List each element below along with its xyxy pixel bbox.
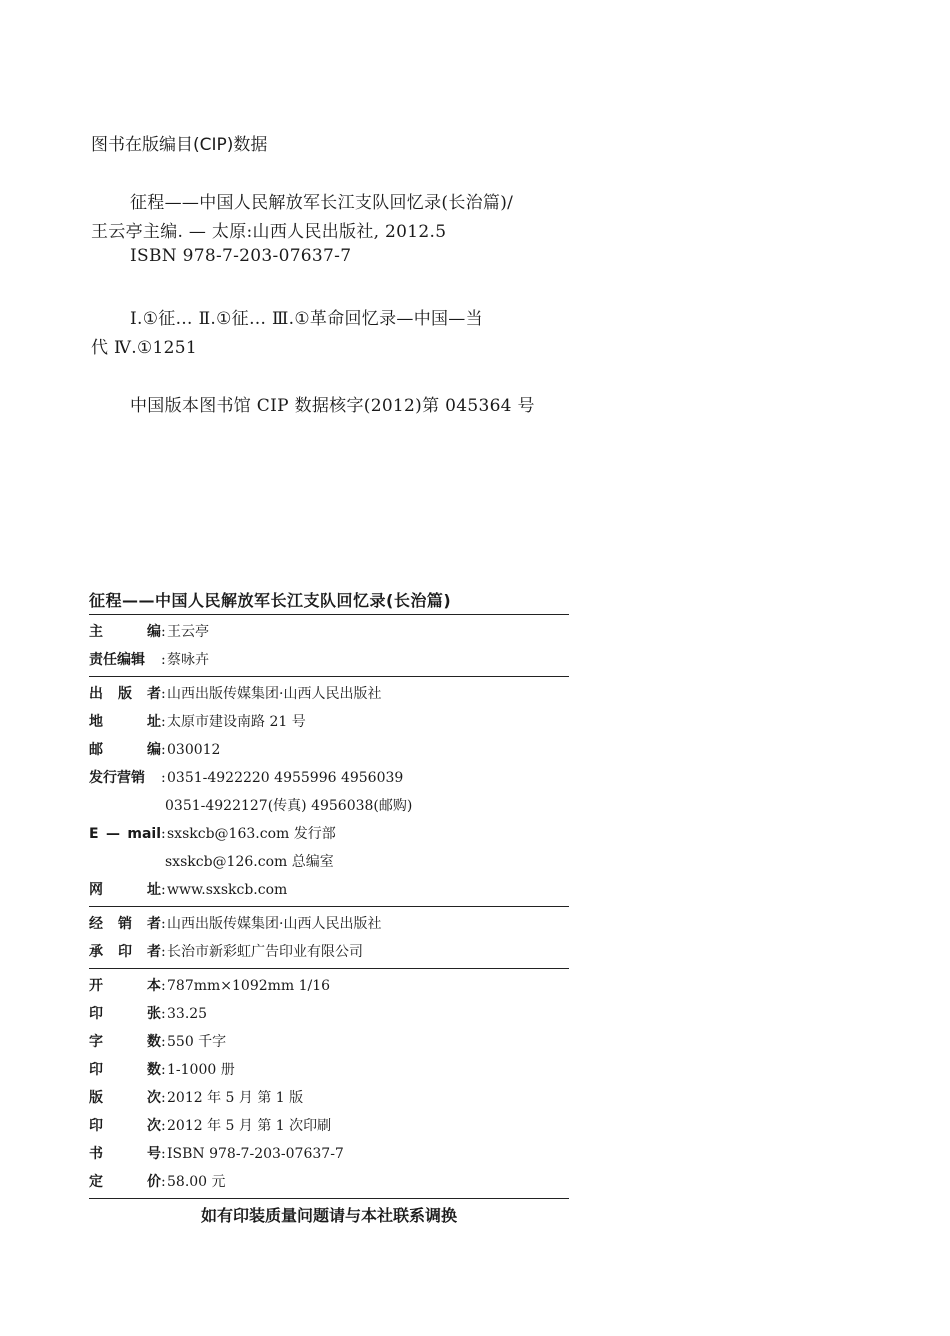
colon: : xyxy=(161,770,166,786)
label-part: 印 xyxy=(89,1006,103,1022)
cip-line-6: 中国版本图书馆 CIP 数据核字(2012)第 045364 号 xyxy=(130,396,535,416)
colophon-block-distribution xyxy=(89,910,569,966)
colophon-block-specs xyxy=(89,972,569,1196)
colon: : xyxy=(161,714,166,730)
cip-line-5: 代 Ⅳ.①1251 xyxy=(91,338,197,358)
label-part: 网 xyxy=(89,882,103,898)
cip-line-3: ISBN 978-7-203-07637-7 xyxy=(130,246,352,266)
colophon-row xyxy=(89,1000,569,1028)
colophon-value: 33.25 xyxy=(167,1006,208,1022)
colophon-value: 0351-4922127(传真) 4956038(邮购) xyxy=(165,798,413,814)
colophon-row xyxy=(89,646,569,674)
label-part: 次 xyxy=(147,1118,161,1134)
colophon-label: 责任编辑 xyxy=(89,652,145,668)
label-part: 字 xyxy=(89,1034,103,1050)
colophon xyxy=(89,590,569,1230)
colon: : xyxy=(161,916,166,932)
colophon-value: 58.00 元 xyxy=(167,1174,226,1190)
colophon-value: 0351-4922220 4955996 4956039 xyxy=(167,770,404,786)
colon: : xyxy=(161,1006,166,1022)
label-part: 地 xyxy=(89,714,103,730)
colophon-label xyxy=(89,820,161,848)
colon: : xyxy=(161,1034,166,1050)
colophon-value: ISBN 978-7-203-07637-7 xyxy=(167,1146,344,1162)
cip-line-2: 王云亭主编. — 太原:山西人民出版社, 2012.5 xyxy=(91,222,447,242)
colophon-row xyxy=(89,938,569,966)
cip-line-4: Ⅰ.①征… Ⅱ.①征… Ⅲ.①革命回忆录—中国—当 xyxy=(130,309,483,329)
colophon-label xyxy=(89,1112,161,1140)
colophon-label xyxy=(89,1028,161,1056)
colophon-value: 2012 年 5 月 第 1 版 xyxy=(167,1090,304,1106)
colophon-value: 2012 年 5 月 第 1 次印刷 xyxy=(167,1118,332,1134)
colophon-row xyxy=(89,1112,569,1140)
label-part: 版 xyxy=(89,1090,103,1106)
colophon-row xyxy=(89,910,569,938)
label-part: — xyxy=(105,826,120,842)
label-part: 编 xyxy=(147,742,161,758)
colophon-label xyxy=(89,618,161,646)
colophon-label: 发行营销 xyxy=(89,770,145,786)
colophon-row xyxy=(89,1168,569,1196)
colon: : xyxy=(161,652,166,668)
colon: : xyxy=(161,624,166,640)
colophon-label xyxy=(89,1168,161,1196)
colophon-row xyxy=(89,1028,569,1056)
colon: : xyxy=(161,978,166,994)
colophon-value: 王云亭 xyxy=(167,624,209,640)
cip-heading: 图书在版编目(CIP)数据 xyxy=(91,135,268,155)
label-part: 印 xyxy=(89,1118,103,1134)
label-part: 数 xyxy=(147,1062,161,1078)
label-part: 承 xyxy=(89,944,103,960)
label-part: 书 xyxy=(89,1146,103,1162)
label-part: 邮 xyxy=(89,742,103,758)
colophon-block-editors xyxy=(89,618,569,674)
colophon-value: www.sxskcb.com xyxy=(167,882,288,898)
label-part: 出 xyxy=(89,686,103,702)
colophon-label xyxy=(89,1084,161,1112)
colon: : xyxy=(161,944,166,960)
label-part: 开 xyxy=(89,978,103,994)
colophon-value: 550 千字 xyxy=(167,1034,227,1050)
colophon-row xyxy=(89,1084,569,1112)
label-part: 者 xyxy=(147,686,161,702)
colophon-label xyxy=(89,1140,161,1168)
colophon-row xyxy=(89,972,569,1000)
label-part: 销 xyxy=(118,916,132,932)
colophon-label xyxy=(89,876,161,904)
colophon-label xyxy=(89,910,161,938)
label-part: 数 xyxy=(147,1034,161,1050)
divider xyxy=(89,676,569,677)
divider xyxy=(89,906,569,907)
quality-note: 如有印装质量问题请与本社联系调换 xyxy=(200,1206,457,1225)
divider xyxy=(89,1198,569,1199)
colon: : xyxy=(161,686,166,702)
cip-line-1: 征程——中国人民解放军长江支队回忆录(长治篇)/ xyxy=(130,193,514,213)
colophon-value: 长治市新彩虹广告印业有限公司 xyxy=(167,944,363,960)
label-part: 号 xyxy=(147,1146,161,1162)
colophon-value: sxskcb@163.com 发行部 xyxy=(167,826,336,842)
label-part: 定 xyxy=(89,1174,103,1190)
colophon-block-publisher xyxy=(89,680,569,904)
label-part: 本 xyxy=(147,978,161,994)
colophon-row xyxy=(89,764,569,792)
colophon-row xyxy=(89,820,569,848)
colophon-row xyxy=(89,708,569,736)
colophon-row xyxy=(89,618,569,646)
colophon-value: 787mm×1092mm 1/16 xyxy=(167,978,331,994)
label-part: 印 xyxy=(118,944,132,960)
colophon-row xyxy=(89,848,569,876)
colophon-value: 蔡咏卉 xyxy=(167,652,209,668)
label-part: 次 xyxy=(147,1090,161,1106)
label-part: E xyxy=(89,826,99,842)
colon: : xyxy=(161,826,166,842)
colophon-label xyxy=(89,972,161,1000)
divider xyxy=(89,968,569,969)
colophon-row xyxy=(89,876,569,904)
colophon-value: 1-1000 册 xyxy=(167,1062,235,1078)
colophon-row xyxy=(89,1056,569,1084)
book-title: 征程——中国人民解放军长江支队回忆录(长治篇) xyxy=(89,591,452,610)
label-part: 主 xyxy=(89,624,103,640)
label-part: 印 xyxy=(89,1062,103,1078)
colophon-row xyxy=(89,680,569,708)
colophon-value: 太原市建设南路 21 号 xyxy=(167,714,306,730)
colon: : xyxy=(161,1062,166,1078)
colophon-value: 山西出版传媒集团·山西人民出版社 xyxy=(167,686,382,702)
colon: : xyxy=(161,882,166,898)
colophon-label xyxy=(89,1056,161,1084)
colophon-label xyxy=(89,680,161,708)
colophon-row xyxy=(89,1140,569,1168)
label-part: 者 xyxy=(147,944,161,960)
colophon-label xyxy=(89,736,161,764)
colon: : xyxy=(161,1090,166,1106)
label-part: 版 xyxy=(118,686,132,702)
label-part: 张 xyxy=(147,1006,161,1022)
label-part: 址 xyxy=(147,714,161,730)
colon: : xyxy=(161,1146,166,1162)
label-part: 者 xyxy=(147,916,161,932)
colophon-label xyxy=(89,708,161,736)
colophon-row xyxy=(89,736,569,764)
colon: : xyxy=(161,742,166,758)
divider xyxy=(89,614,569,615)
colophon-label xyxy=(89,1000,161,1028)
label-part: 经 xyxy=(89,916,103,932)
colophon-value: sxskcb@126.com 总编室 xyxy=(165,854,334,870)
colon: : xyxy=(161,1118,166,1134)
colophon-row xyxy=(89,792,569,820)
label-part: 址 xyxy=(147,882,161,898)
label-part: mail xyxy=(127,826,161,842)
label-part: 编 xyxy=(147,624,161,640)
colon: : xyxy=(161,1174,166,1190)
colophon-value: 山西出版传媒集团·山西人民出版社 xyxy=(167,916,382,932)
label-part: 价 xyxy=(147,1174,161,1190)
colophon-label xyxy=(89,938,161,966)
colophon-value: 030012 xyxy=(167,742,221,758)
